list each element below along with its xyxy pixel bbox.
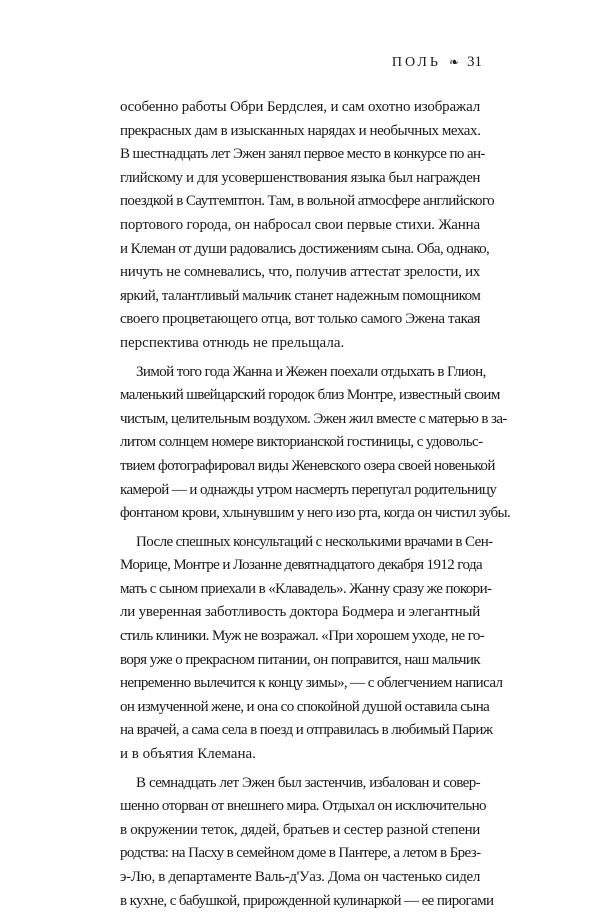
body-text <box>120 96 511 918</box>
text-line: шенно оторван от внешнего мира. Отдыхал он исключительно <box>120 798 486 815</box>
text-line: маленький швейцарский городок близ Монтре, известный своим <box>120 387 500 404</box>
text-line: глийскому и для усовершенствования языка был награжден <box>120 169 480 186</box>
text-line: твием фотографировал виды Женевского озера своей новенькой <box>120 457 495 474</box>
running-head-title: ПОЛЬ <box>391 54 441 70</box>
text-line: После спешных консультаций с несколькими врачами в Сен- <box>136 533 493 550</box>
text-line: яркий, талантливый мальчик станет надежным помощником <box>120 287 481 304</box>
text-line: своего процветающего отца, вот только самого Эжена такая <box>120 311 480 328</box>
text-line: камерой — и однажды утром насмерть перепугал родительницу <box>120 481 497 498</box>
text-line: прекрасных дам в изысканных нарядах и необычных мехах. <box>120 122 481 139</box>
text-line: на врачей, а сама села в поезд и отправилась в любимый Париж <box>120 722 493 739</box>
text-line: воря уже о прекрасном питании, он поправится, наш мальчик <box>120 651 480 668</box>
running-head <box>392 54 482 71</box>
text-line: ли уверенная заботливость доктора Бодмера и элегантный <box>120 604 480 621</box>
text-line: непременно вылечится к концу зимы», — с облегчением написал <box>120 675 503 692</box>
text-line: литом солнцем номере викторианской гостиницы, с удовольс- <box>120 434 483 451</box>
text-line: и в объятия Клемана. <box>120 746 256 763</box>
text-line: портового города, он набросал свои первые стихи. Жанна <box>120 216 480 233</box>
text-line: Морице, Монтре и Лозанне девятнадцатого декабря 1912 года <box>120 557 483 574</box>
text-line: особенно работы Обри Бердслея, и сам охотно изображал <box>120 99 480 115</box>
paragraph <box>120 531 503 767</box>
paragraph <box>120 96 495 356</box>
text-line: В семнадцать лет Эжен был застенчив, избалован и совер- <box>136 774 480 791</box>
paragraph <box>120 361 511 526</box>
text-line: чистым, целительным воздухом. Эжен жил вместе с матерью в за- <box>120 410 507 427</box>
text-line: Зимой того года Жанна и Жежен поехали отдыхать в Глион, <box>136 363 486 380</box>
text-line: В шестнадцать лет Эжен занял первое место в конкурсе по ан- <box>120 146 485 163</box>
text-line: фонтаном крови, хлынувшим у него изо рта, когда он чистил зубы. <box>120 505 511 522</box>
text-line: поездкой в Саутгемптон. Там, в вольной атмосфере английского <box>120 193 495 210</box>
text-line: ничуть не сомневались, что, получив аттестат зрелости, их <box>120 264 480 281</box>
text-line: э-Лю, в департаменте Валь-д'Уаз. Дома он частенько сидел <box>120 869 480 885</box>
text-line: в кухне, с бабушкой, прирожденной кулинаркой — ее пирогами <box>120 892 494 909</box>
text-line: перспектива отнюдь не прельщала. <box>120 334 345 351</box>
text-line: и Клеман от души радовались достижениям сына. Оба, однако, <box>120 240 490 257</box>
text-line: родства: на Пасху в семейном доме в Пантере, а летом в Брез- <box>120 845 481 862</box>
fleuron-icon: ❧ <box>448 55 459 69</box>
page-number: 31 <box>467 54 482 70</box>
paragraph <box>120 772 494 914</box>
text-line: в окружении теток, дядей, братьев и сестер разной степени <box>120 821 480 838</box>
text-line: он измученной жене, и она со спокойной душой оставила сына <box>120 698 490 715</box>
text-line: стиль клиники. Муж не возражал. «При хорошем уходе, не го- <box>120 628 485 645</box>
text-line: мать с сыном приехали в «Клавадель». Жанну сразу же покори- <box>120 580 492 597</box>
